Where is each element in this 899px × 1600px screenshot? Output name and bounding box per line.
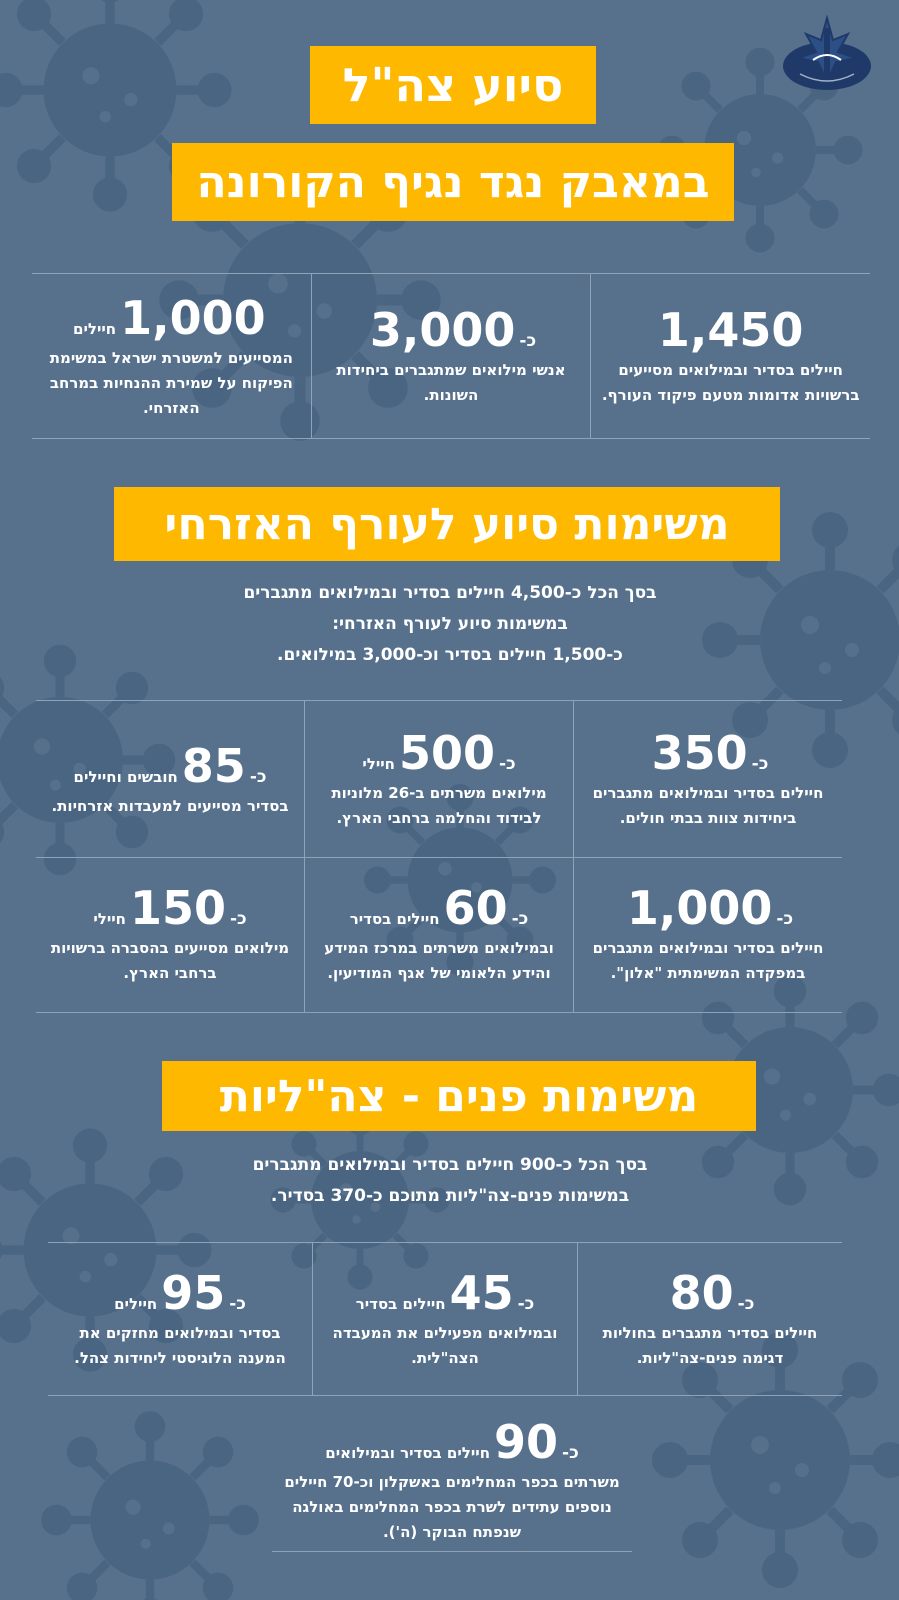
internal-intro: בסך הכל כ-900 חיילים בסדיר ובמילואים מתגברים במשימות פנים-צה"ליות מתוכם כ-370 בסדיר. (252, 1155, 648, 1206)
idf-emblem-icon (778, 12, 876, 94)
stat-number: 1,450 (657, 303, 804, 357)
top-stats-grid (32, 273, 870, 439)
stat-cell: כ- 45 חיילים בסדיר ובמילואים מפעילים את המעבדה הצה"לית. (313, 1243, 578, 1395)
bottom-stat: כ- 90 חיילים בסדיר ובמילואים משרתים בכפר המחלימים באשקלון וכ-70 חיילים נוספים עתידים לשרת בכפר המחלימים באולגה שנפתח הבוקר (ה'). (272, 1410, 632, 1552)
stat-cell: כ- 80 חיילים בסדיר מתגברים בחוליות דגימה פנים-צה"ליות. (602, 1266, 818, 1367)
stat-cell: כ- 1,000 חיילים בסדיר ובמילואים מתגברים במפקדה המשימתית "אלון". (592, 881, 824, 982)
stat-cell: כ- 85 חובשים וחיילים בסדיר מסייעים למעבדות אזרחיות. (36, 701, 305, 857)
internal-stats-row (48, 1242, 842, 1396)
stat-text: אנשי מילואים שמתגברים ביחידות השונות. (336, 361, 566, 404)
main-title: סיוע צה"ל (310, 46, 596, 124)
civil-stats-row-1 (36, 700, 842, 858)
stat-text: חיילים בסדיר ובמילואים מסייעים ברשויות אדומות מטעם פיקוד העורף. (601, 361, 860, 404)
stat-cell: כ- 500 חיילי מילואים משרתים ב-26 מלוניות לבידוד והחלמה ברחבי הארץ. (305, 701, 574, 857)
stat-cell: כ- 150 חיילי מילואים מסייעים בהסברה ברשויות ברחבי הארץ. (36, 856, 305, 1012)
stat-cell: כ- 95 חיילים בסדיר ובמילואים מחזקים את המענה הלוגיסטי ליחידות צהל. (48, 1243, 313, 1395)
civil-title: משימות סיוע לעורף האזרחי (114, 487, 780, 561)
civil-intro: בסך הכל כ-4,500 חיילים בסדיר ובמילואים מתגברים במשימות סיוע לעורף האזרחי: כ-1,500 חיילים בסדיר וכ-3,000 במילואים. (243, 583, 657, 665)
stat-number: 1,000 (120, 290, 266, 345)
stat-cell: כ- 60 חיילים בסדיר ובמילואים משרתים במרכז המידע והידע הלאומי של אגף המודיעין. (305, 856, 574, 1012)
stat-cell: כ- 350 חיילים בסדיר ובמילואים מתגברים ביחידות צוות בבתי חולים. (592, 726, 824, 827)
stat-number: 3,000 (369, 303, 516, 357)
civil-stats-row-2 (36, 856, 842, 1013)
stat-cell: כ- 3,000 אנשי מילואים שמתגברים ביחידות השונות. (312, 274, 592, 438)
stat-cell (591, 274, 870, 438)
sub-title: במאבק נגד נגיף הקורונה (172, 143, 734, 221)
stat-text: המסייעים למשטרת ישראל במשימת הפיקוח על שמירת ההנחיות במרחב האזרחי. (49, 348, 293, 417)
stat-cell: 1,000 חיילים המסייעים למשטרת ישראל במשימת הפיקוח על שמירת ההנחיות במרחב האזרחי. (32, 274, 312, 438)
internal-title: משימות פנים - צה"ליות (162, 1061, 756, 1131)
